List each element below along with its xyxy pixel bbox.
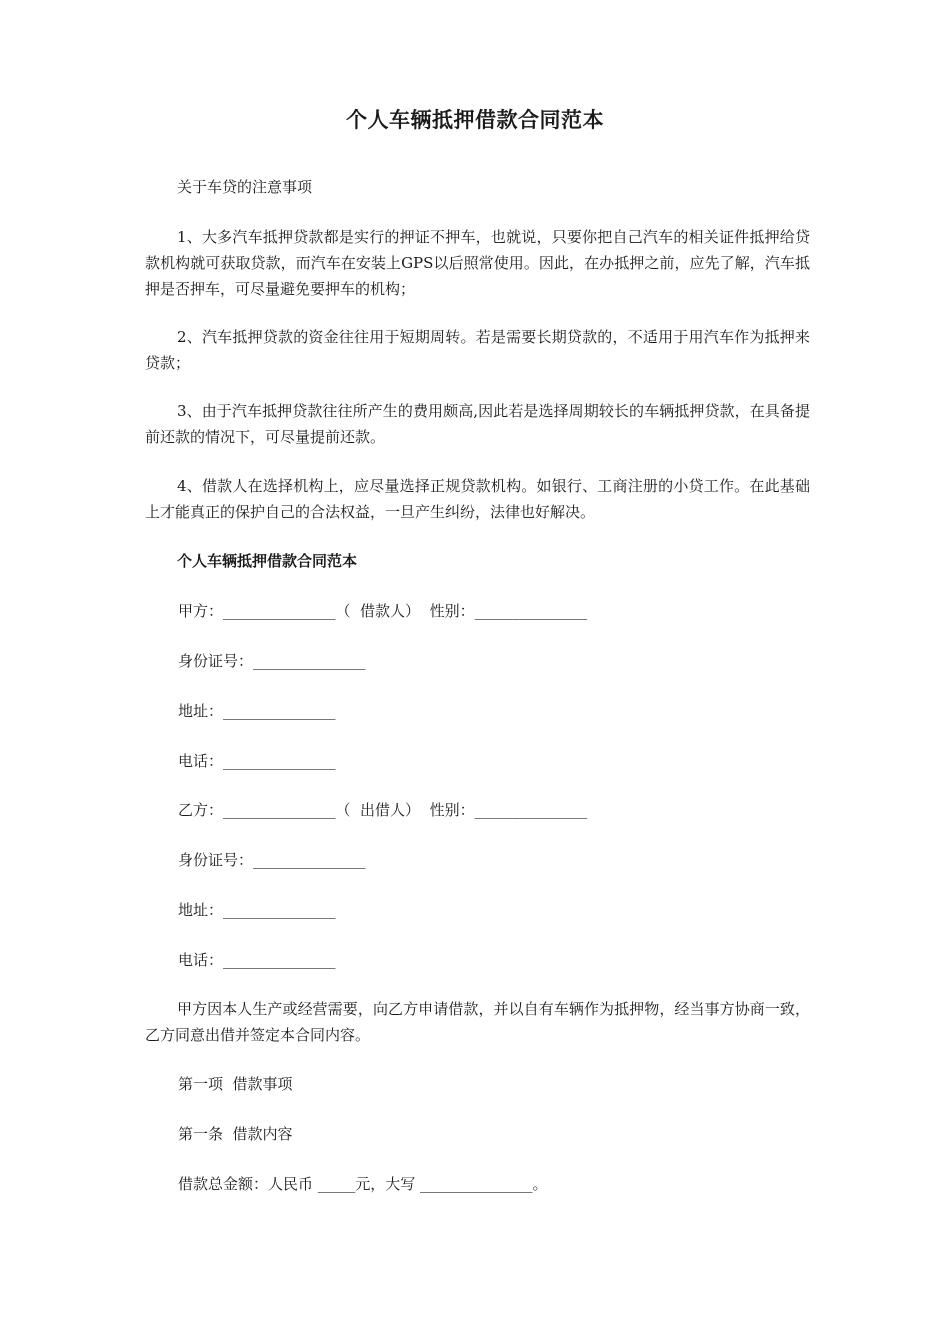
party-b-phone-line: 电话：_______________ xyxy=(178,951,336,969)
party-a-name-line: 甲方：_______________（ 借款人） 性别：_______________ xyxy=(178,602,588,620)
notice-item-1: 1、大多汽车抵押贷款都是实行的押证不押车，也就说，只要你把自己汽车的相关证件抵押给贷款机构就可获取贷款，而汽车在安装上GPS以后照常使用。因此，在办抵押之前，应先了解，汽车抵押是否押车，可尽量避免要押车的机构； xyxy=(145,228,810,298)
party-a-address-line: 地址：_______________ xyxy=(178,702,336,720)
party-b-address-line: 地址：_______________ xyxy=(178,901,336,919)
notice-heading: 关于车贷的注意事项 xyxy=(177,178,313,196)
article-one-heading: 第一条 借款内容 xyxy=(178,1125,293,1143)
notice-item-4: 4、借款人在选择机构上，应尽量选择正规贷款机构。如银行、工商注册的小贷工作。在此基础上才能真正的保护自己的合法权益，一旦产生纠纷，法律也好解决。 xyxy=(145,477,810,521)
party-b-name-line: 乙方：_______________（ 出借人） 性别：_______________ xyxy=(178,801,588,819)
agreement-paragraph: 甲方因本人生产或经营需要，向乙方申请借款，并以自有车辆作为抵押物，经当事方协商一致，乙方同意出借并签定本合同内容。 xyxy=(145,1000,810,1044)
party-a-id-line: 身份证号：_______________ xyxy=(178,652,366,670)
party-a-phone-line: 电话：_______________ xyxy=(178,752,336,770)
loan-amount-line: 借款总金额：人民币 _____元，大写 _______________。 xyxy=(178,1175,548,1193)
contract-heading: 个人车辆抵押借款合同范本 xyxy=(177,552,358,570)
party-b-id-line: 身份证号：_______________ xyxy=(178,851,366,869)
notice-item-3: 3、由于汽车抵押贷款往往所产生的费用颇高,因此若是选择周期较长的车辆抵押贷款，在具备提前还款的情况下，可尽量提前还款。 xyxy=(145,402,810,446)
section-one-heading: 第一项 借款事项 xyxy=(178,1075,293,1093)
notice-item-2: 2、汽车抵押贷款的资金往往用于短期周转。若是需要长期贷款的，不适用于用汽车作为抵押来贷款； xyxy=(145,328,810,372)
document-title: 个人车辆抵押借款合同范本 xyxy=(346,107,604,132)
